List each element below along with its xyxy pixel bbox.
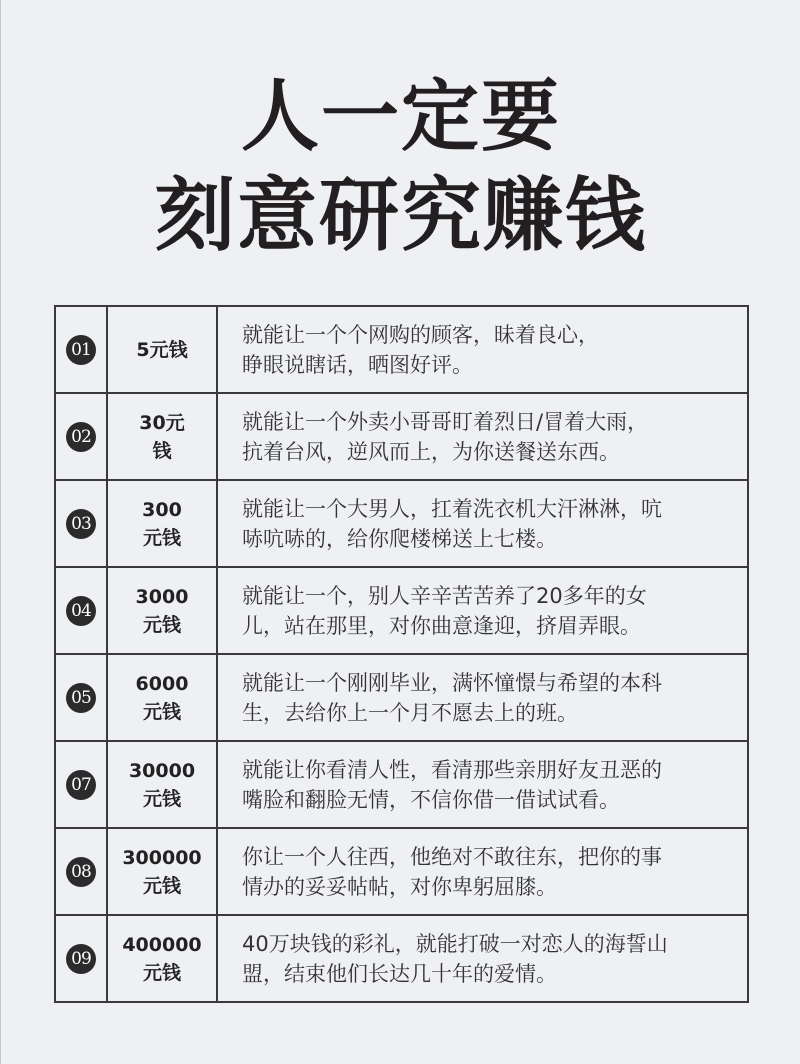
number-cell (55, 567, 107, 654)
headline-line-2: 刻意研究赚钱 (155, 169, 647, 262)
description-text: 儿，站在那里，对你曲意逢迎，挤眉弄眼。 (242, 613, 641, 638)
number-badge-icon: 07 (66, 770, 96, 800)
amount-cell (107, 567, 217, 654)
table-row (55, 567, 748, 654)
number-badge-icon: 08 (66, 857, 96, 887)
amount-text: 30000 (128, 759, 196, 782)
number-cell (55, 306, 107, 393)
number-cell (55, 915, 107, 1002)
description-cell (217, 654, 748, 741)
number-badge-icon: 05 (66, 683, 96, 713)
number-cell (55, 480, 107, 567)
amount-cell (107, 741, 217, 828)
table-row (55, 306, 748, 393)
amount-text: 元钱 (142, 526, 181, 549)
amount-text: 6000 (135, 672, 189, 695)
amount-text: 5元钱 (136, 338, 188, 361)
description-text: 就能让一个大男人，扛着洗衣机大汗淋淋，吭 (242, 496, 662, 521)
description-text: 抗着台风，逆风而上，为你送餐送东西。 (242, 439, 620, 464)
amount-text: 30元 (139, 411, 185, 434)
table-row (55, 915, 748, 1002)
amount-text: 300 (142, 498, 182, 521)
number-badge-icon: 04 (66, 596, 96, 626)
amount-cell (107, 393, 217, 480)
description-text: 睁眼说瞎话，晒图好评。 (242, 352, 473, 377)
description-cell (217, 306, 748, 393)
amount-text: 400000 (122, 933, 202, 956)
number-badge-icon: 01 (66, 335, 96, 365)
amount-text: 元钱 (142, 700, 181, 723)
amount-text: 元钱 (142, 961, 181, 984)
number-cell (55, 828, 107, 915)
description-text: 情办的妥妥帖帖，对你卑躬屈膝。 (242, 874, 557, 899)
amount-cell (107, 480, 217, 567)
number-badge-icon: 09 (66, 944, 96, 974)
description-cell (217, 480, 748, 567)
amount-text: 钱 (152, 439, 172, 462)
description-text: 你让一个人往西，他绝对不敢往东，把你的事 (242, 844, 662, 869)
table-row (55, 654, 748, 741)
number-cell (55, 393, 107, 480)
description-cell (217, 393, 748, 480)
description-text: 哧吭哧的，给你爬楼梯送上七楼。 (242, 526, 557, 551)
table-row (55, 828, 748, 915)
description-cell (217, 741, 748, 828)
description-text: 就能让你看清人性，看清那些亲朋好友丑恶的 (242, 757, 662, 782)
description-text: 40万块钱的彩礼，就能打破一对恋人的海誓山 (242, 931, 668, 956)
description-text: 就能让一个外卖小哥哥盯着烈日/冒着大雨， (242, 409, 649, 434)
description-text: 就能让一个个网购的顾客，昧着良心， (242, 322, 599, 347)
amount-text: 300000 (122, 846, 202, 869)
number-cell (55, 654, 107, 741)
amount-text: 元钱 (142, 874, 181, 897)
money-table (54, 305, 749, 1003)
description-cell (217, 915, 748, 1002)
table-row (55, 480, 748, 567)
description-text: 嘴脸和翻脸无情，不信你借一借试试看。 (242, 787, 620, 812)
amount-cell (107, 828, 217, 915)
amount-text: 3000 (135, 585, 189, 608)
table-row (55, 393, 748, 480)
number-badge-icon: 02 (66, 422, 96, 452)
table-row (55, 741, 748, 828)
description-text: 就能让一个刚刚毕业，满怀憧憬与希望的本科 (242, 670, 662, 695)
description-text: 生，去给你上一个月不愿去上的班。 (242, 700, 578, 725)
description-text: 盟，结束他们长达几十年的爱情。 (242, 961, 557, 986)
description-cell (217, 828, 748, 915)
headline-line-1: 人一定要 (240, 72, 561, 162)
amount-cell (107, 654, 217, 741)
number-cell (55, 741, 107, 828)
amount-cell (107, 915, 217, 1002)
description-text: 就能让一个，别人辛辛苦苦养了20多年的女 (242, 583, 647, 608)
amount-text: 元钱 (142, 787, 181, 810)
amount-cell (107, 306, 217, 393)
description-cell (217, 567, 748, 654)
number-badge-icon: 03 (66, 509, 96, 539)
amount-text: 元钱 (142, 613, 181, 636)
